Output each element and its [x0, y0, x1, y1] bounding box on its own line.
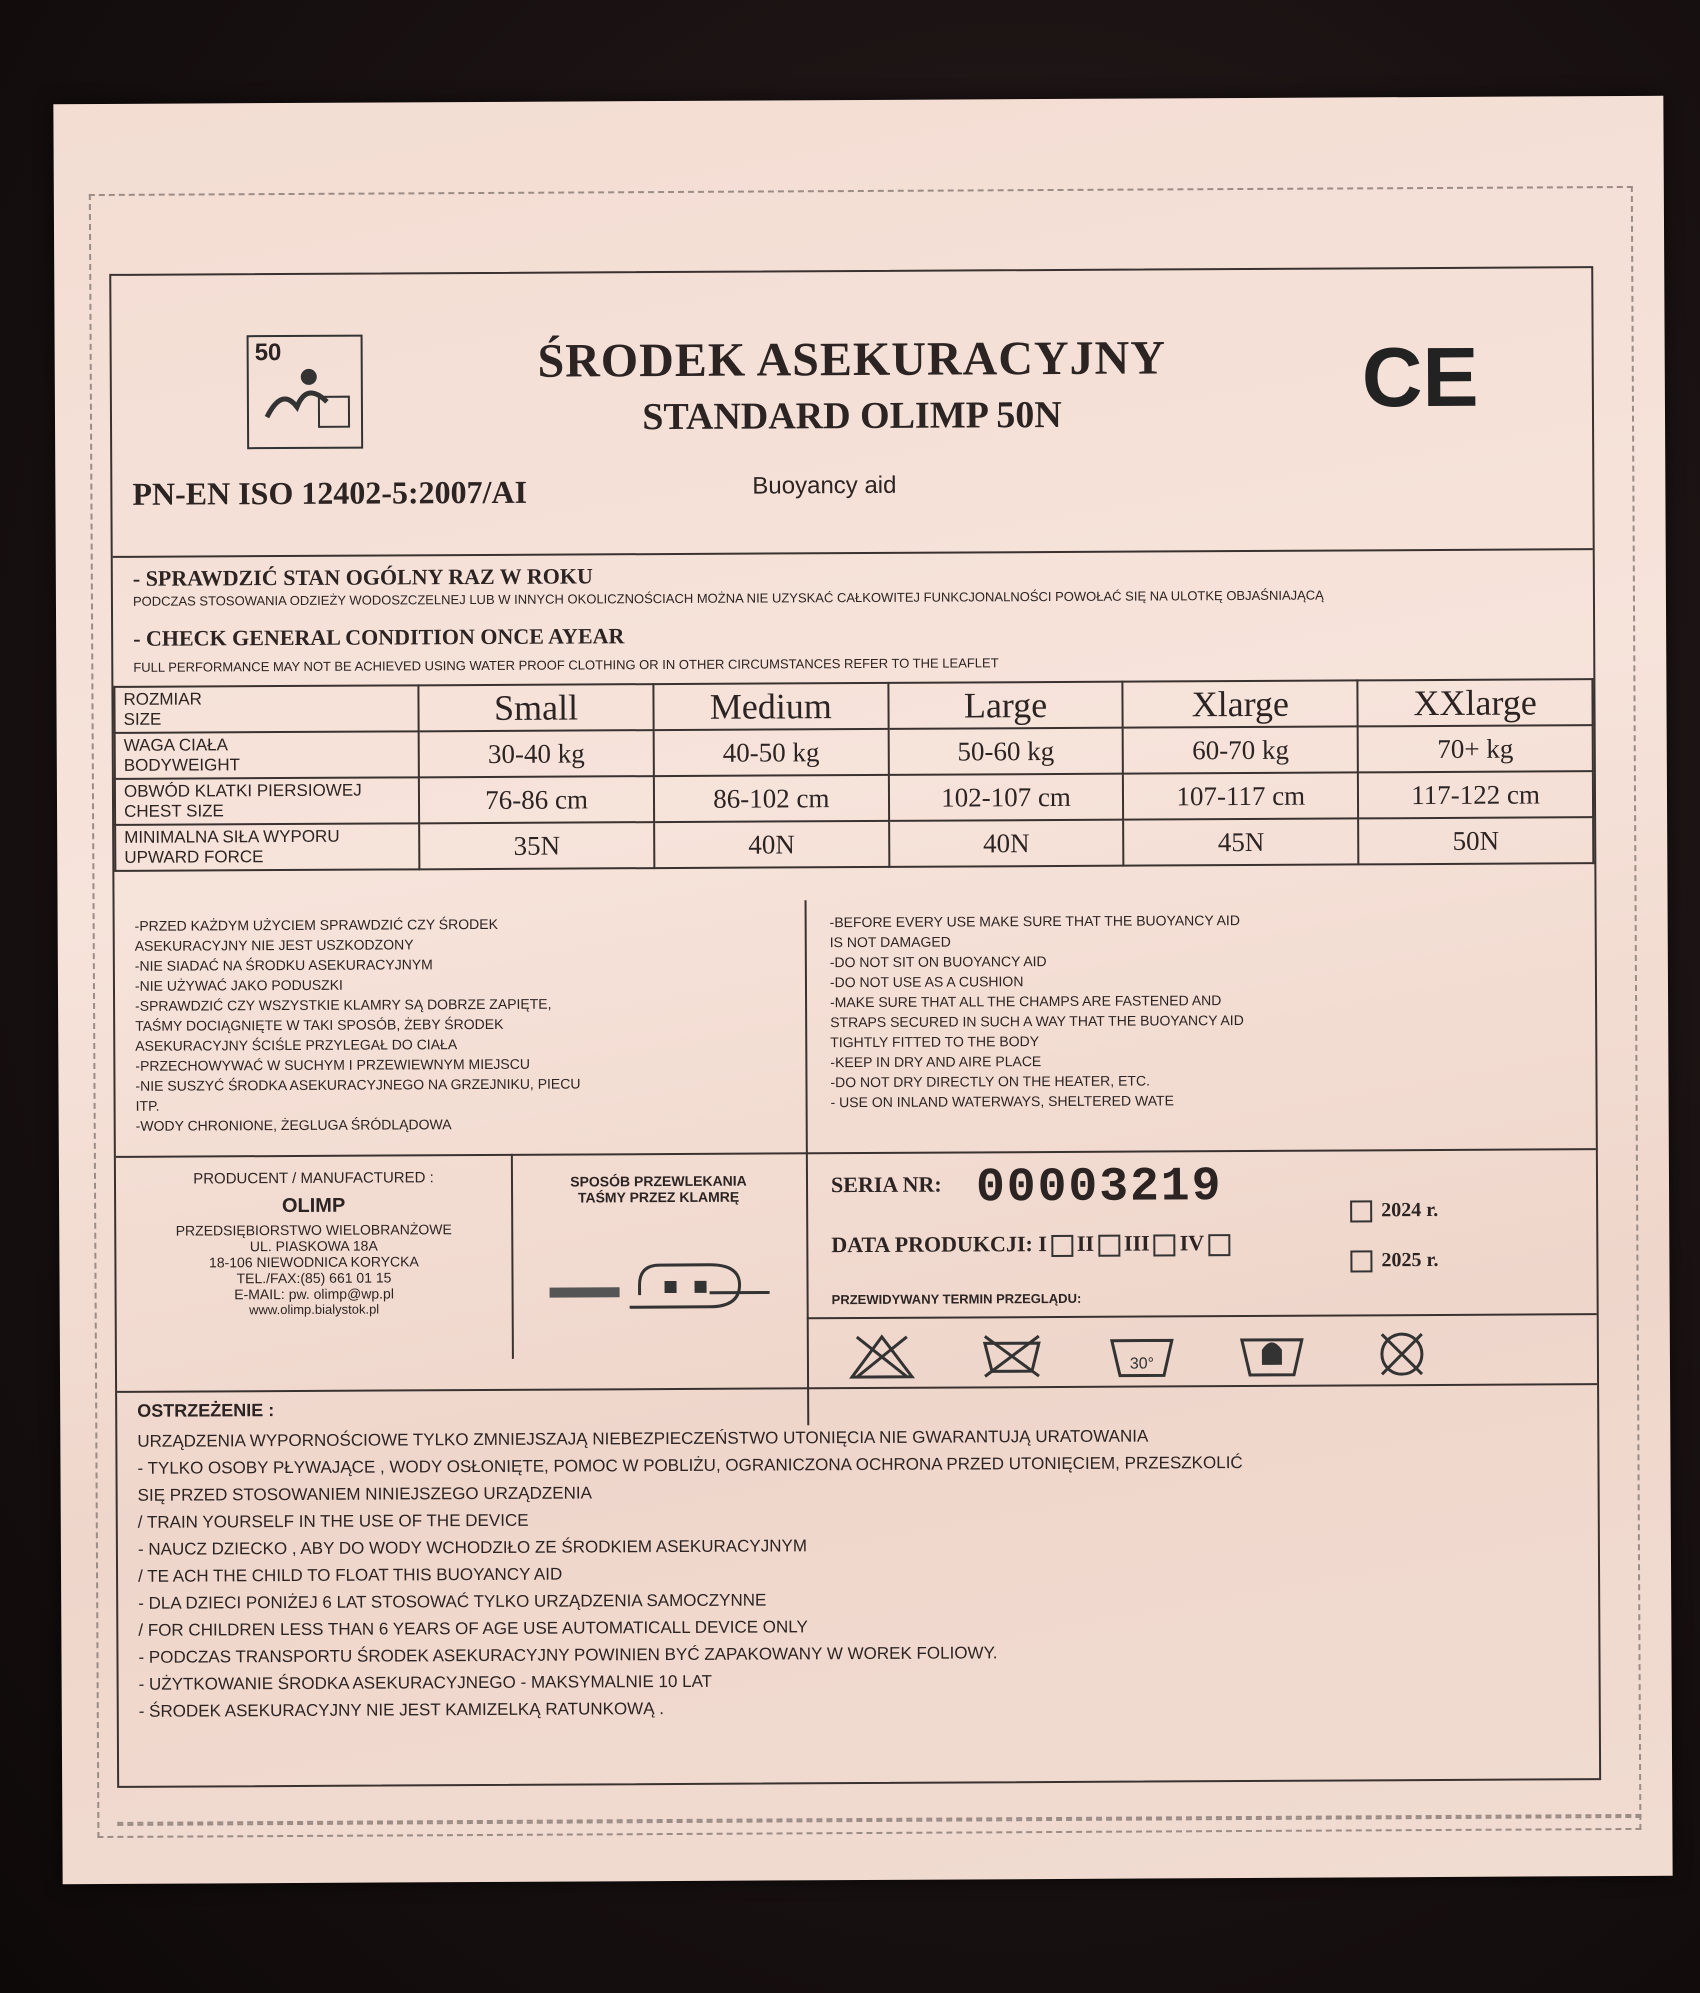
producer-line5: E-MAIL: pw. olimp@wp.pl: [234, 1285, 394, 1303]
date-label: DATA PRODUKCJI: I: [831, 1231, 1047, 1258]
text-line: -KEEP IN DRY AND AIRE PLACE: [830, 1053, 1042, 1071]
wash-temp: 30°: [1129, 1355, 1155, 1373]
text-line: ITP.: [135, 1097, 160, 1114]
quarter-checkbox: [1051, 1235, 1073, 1257]
table-cell: 30-40 kg: [419, 730, 654, 777]
table-row: [114, 679, 1592, 733]
text-line: IS NOT DAMAGED: [829, 933, 951, 951]
type-en: Buoyancy aid: [752, 471, 897, 500]
text-line: / TRAIN YOURSELF IN THE USE OF THE DEVICE: [137, 1510, 529, 1532]
row-header: WAGA CIAŁA BODYWEIGHT: [115, 731, 419, 779]
norm-code: PN-EN ISO 12402-5:2007/AI: [132, 473, 528, 512]
row-header: OBWÓD KLATKI PIERSIOWEJ CHEST SIZE: [115, 777, 419, 825]
table-cell: Medium: [653, 683, 888, 730]
series-number: 00003219: [975, 1160, 1223, 1216]
table-cell: 107-117 cm: [1123, 772, 1358, 819]
text-line: -DO NOT USE AS A CUSHION: [829, 973, 1024, 991]
note-en: FULL PERFORMANCE MAY NOT BE ACHIEVED USING WATER PROOF CLOTHING OR IN OTHER CIRCUMSTANCES REFER TO THE LEAFLET: [133, 655, 999, 675]
strap-line2: TAŚMY PRZEZ KLAMRĘ: [577, 1188, 740, 1206]
text-line: - NAUCZ DZIECKO , ABY DO WODY WCHODZIŁO ZE ŚRODKIEM ASEKURACYJNYM: [137, 1536, 808, 1559]
row-header: ROZMIAR SIZE: [114, 685, 418, 733]
text-line: / TE ACH THE CHILD TO FLOAT THIS BUOYANCY AID: [138, 1564, 563, 1586]
year-2025: 2025 r.: [1346, 1249, 1438, 1273]
text-line: - USE ON INLAND WATERWAYS, SHELTERED WATE: [830, 1092, 1174, 1111]
text-line: -DO NOT SIT ON BUOYANCY AID: [829, 953, 1047, 971]
table-cell: Large: [888, 682, 1123, 729]
producer-line4: TEL./FAX:(85) 661 01 15: [236, 1269, 392, 1287]
table-cell: 50N: [1358, 817, 1593, 864]
text-line: -DO NOT DRY DIRECTLY ON THE HEATER, ETC.: [830, 1072, 1150, 1091]
instructions-en: [830, 908, 1571, 1112]
ce-mark: CE: [1361, 329, 1479, 425]
divider: [117, 1383, 1597, 1393]
check-en: - CHECK GENERAL CONDITION ONCE AYEAR: [133, 623, 625, 651]
quarter-4: IV: [1179, 1230, 1205, 1256]
table-row: [115, 817, 1593, 871]
inspection-label: PRZEWIDYWANY TERMIN PRZEGLĄDU:: [831, 1290, 1082, 1308]
text-line: ASEKURACYJNY NIE JEST USZKODZONY: [134, 936, 414, 954]
table-cell: Xlarge: [1123, 680, 1358, 727]
table-cell: 40-50 kg: [654, 729, 889, 776]
text-line: -NIE SIADAĆ NA ŚRODKU ASEKURACYJNYM: [134, 956, 433, 974]
producer-line2: UL. PIASKOWA 18A: [249, 1237, 378, 1255]
series-label: SERIA NR:: [830, 1171, 942, 1198]
table-cell: 102-107 cm: [889, 774, 1124, 821]
text-line: -BEFORE EVERY USE MAKE SURE THAT THE BUOYANCY AID: [829, 912, 1240, 931]
hand-wash-icon: [1237, 1330, 1307, 1380]
producer-block: [116, 1169, 512, 1318]
text-line: URZĄDZENIA WYPORNOŚCIOWE TYLKO ZMNIEJSZAJĄ NIEBEZPIECZEŃSTWO UTONIĘCIA NIE GWARANTUJĄ URATOWANIA: [137, 1426, 1149, 1451]
wash-30-icon: [1107, 1330, 1177, 1380]
product-label: [53, 96, 1672, 1884]
table-cell: 45N: [1124, 818, 1359, 865]
text-line: -MAKE SURE THAT ALL THE CHAMPS ARE FASTENED AND: [830, 992, 1222, 1011]
strap-line1: SPOSÓB PRZEWLEKANIA: [570, 1172, 747, 1190]
producer-name: OLIMP: [281, 1194, 346, 1218]
table-cell: 50-60 kg: [888, 728, 1123, 775]
text-line: TIGHTLY FITTED TO THE BODY: [830, 1033, 1040, 1051]
check-pl: - SPRAWDZIĆ STAN OGÓLNY RAZ W ROKU: [132, 563, 593, 591]
text-line: - TYLKO OSOBY PŁYWAJĄCE , WODY OSŁONIĘTE, POMOC W POBLIŻU, OGRANICZONA OCHRONA PRZED UTONIĘCIEM, PRZESZKOLIĆ: [137, 1453, 1243, 1478]
text-line: - PODCZAS TRANSPORTU ŚRODEK ASEKURACYJNY POWINIEN BYĆ ZAPAKOWANY W WOREK FOLIOWY.: [138, 1643, 998, 1667]
text-line: -NIE SUSZYĆ ŚRODKA ASEKURACYJNEGO NA GRZEJNIKU, PIECU: [135, 1075, 581, 1094]
text-line: -WODY CHRONIONE, ŻEGLUGA ŚRÓDLĄDOWA: [135, 1116, 452, 1134]
instructions-pl: [135, 912, 786, 1135]
no-tumble-dry-icon: [977, 1331, 1047, 1381]
warning-lines: [137, 1420, 1579, 1725]
no-dry-clean-icon: [1367, 1329, 1437, 1379]
divider: [113, 548, 1593, 558]
producer-line6: www.olimp.bialystok.pl: [249, 1301, 380, 1318]
text-line: SIĘ PRZED STOSOWANIEM NINIEJSZEGO URZĄDZENIA: [137, 1483, 593, 1505]
production-date: [831, 1230, 1234, 1258]
text-line: -NIE UŻYWAĆ JAKO PODUSZKI: [134, 976, 343, 994]
table-cell: 35N: [419, 822, 654, 869]
text-line: / FOR CHILDREN LESS THAN 6 YEARS OF AGE USE AUTOMATICALL DEVICE ONLY: [138, 1617, 808, 1640]
divider: [805, 900, 810, 1425]
label-subtitle: STANDARD OLIMP 50N: [642, 393, 1062, 439]
producer-heading: PRODUCENT / MANUFACTURED :: [193, 1169, 434, 1188]
table-cell: 40N: [889, 820, 1124, 867]
text-line: TAŚMY DOCIĄGNIĘTE W TAKI SPOSÓB, ŻEBY ŚRODEK: [135, 1015, 504, 1034]
table-row: [115, 771, 1593, 825]
quarter-2: II: [1076, 1230, 1095, 1256]
table-cell: Small: [419, 684, 654, 731]
strap-block: [511, 1172, 807, 1329]
label-frame: [109, 266, 1601, 1788]
year-checkbox: [1350, 1251, 1372, 1273]
text-line: STRAPS SECURED IN SUCH A WAY THAT THE BUOYANCY AID: [830, 1012, 1244, 1031]
divider: [116, 1148, 1596, 1158]
producer-line1: PRZEDSIĘBIORSTWO WIELOBRANŻOWE: [175, 1221, 452, 1239]
no-bleach-icon: [847, 1332, 917, 1382]
warning-heading: OSTRZEŻENIE :: [137, 1400, 275, 1421]
text-line: -SPRAWDZIĆ CZY WSZYSTKIE KLAMRY SĄ DOBRZE ZAPIĘTE,: [135, 995, 552, 1014]
table-cell: 70+ kg: [1358, 725, 1593, 772]
table-cell: 86-102 cm: [654, 775, 889, 822]
text-line: -PRZECHOWYWAĆ W SUCHYM I PRZEWIEWNYM MIEJSCU: [135, 1055, 531, 1074]
text-line: -PRZED KAŻDYM UŻYCIEM SPRAWDZIĆ CZY ŚRODEK: [134, 915, 498, 934]
table-cell: 40N: [654, 821, 889, 868]
table-cell: 76-86 cm: [419, 776, 654, 823]
size-table: [113, 678, 1594, 872]
label-title: ŚRODEK ASEKURACYJNY: [537, 331, 1167, 388]
row-header: MINIMALNA SIŁA WYPORU UPWARD FORCE: [115, 823, 419, 871]
table-row: [115, 725, 1593, 779]
year-checkbox: [1350, 1201, 1372, 1223]
quarter-checkbox: [1154, 1234, 1176, 1256]
note-pl: PODCZAS STOSOWANIA ODZIEŻY WODOSZCZELNEJ LUB W INNYCH OKOLICZNOŚCIACH MOŻNA NIE UZYSKAĆ CAŁKOWITEJ FUNKCJONALNOŚCI POWOŁAĆ SIĘ NA ULOTKĘ OBJAŚNIAJĄCĄ: [132, 587, 1324, 609]
text-line: - UŻYTKOWANIE ŚRODKA ASEKURACYJNEGO - MAKSYMALNIE 10 LAT: [138, 1671, 713, 1694]
text-line: ASEKURACYJNY ŚCIŚLE PRZYLEGAŁ DO CIAŁA: [135, 1036, 458, 1054]
quarter-checkbox: [1208, 1234, 1230, 1256]
table-cell: 60-70 kg: [1123, 726, 1358, 773]
text-line: - DLA DZIECI PONIŻEJ 6 LAT STOSOWAĆ TYLKO URZĄDZENIA SAMOCZYNNE: [138, 1590, 767, 1613]
divider: [807, 1313, 1597, 1319]
quarter-3: III: [1123, 1230, 1150, 1256]
text-line: - ŚRODEK ASEKURACYJNY NIE JEST KAMIZELKĄ RATUNKOWĄ .: [138, 1699, 665, 1721]
quarter-checkbox: [1098, 1235, 1120, 1257]
year-2024: 2024 r.: [1346, 1199, 1438, 1223]
strap-threading-icon: [539, 1244, 779, 1325]
table-cell: XXlarge: [1358, 679, 1593, 726]
table-cell: 117-122 cm: [1358, 771, 1593, 818]
logo-number: 50: [254, 339, 282, 367]
producer-line3: 18-106 NIEWODNICA KORYCKA: [208, 1253, 419, 1271]
